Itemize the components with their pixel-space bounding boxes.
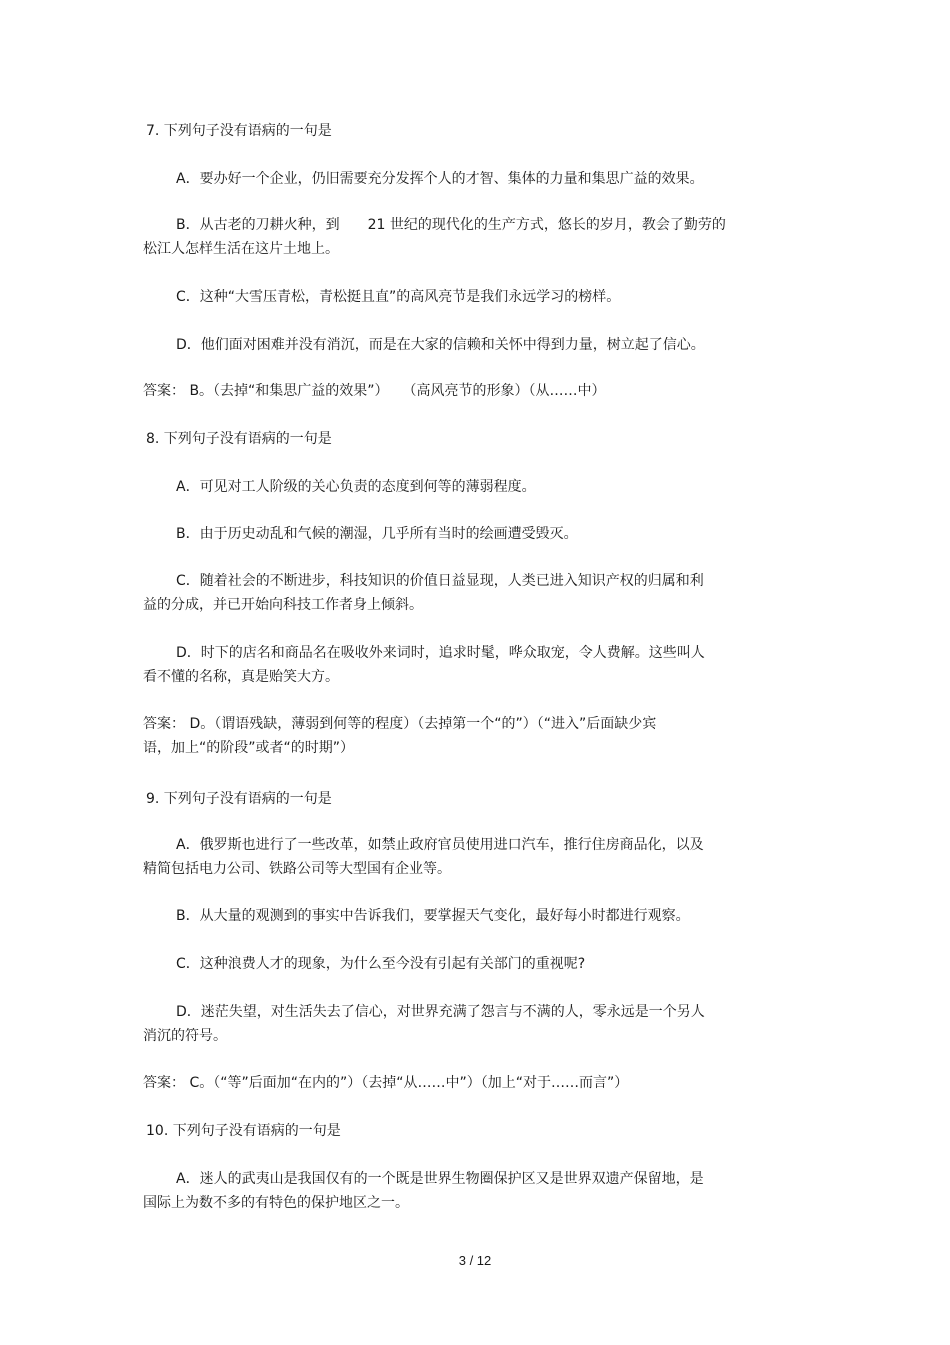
- question-9-option-a: A．俄罗斯也进行了一些改革，如禁止政府官员使用进口汽车，推行住房商品化，以及: [176, 837, 704, 853]
- page-number: 3 / 12: [458, 1253, 492, 1268]
- question-9-answer: 答案： C。（“等”后面加“在内的”）（去掉“从……中”）（加上“对于……而言”）: [143, 1075, 629, 1091]
- question-8-option-c: C．随着社会的不断进步，科技知识的价值日益显现，人类已进入知识产权的归属和利: [176, 573, 704, 589]
- question-7-option-a: A．要办好一个企业，仍旧需要充分发挥个人的才智、集体的力量和集思广益的效果。: [176, 171, 704, 187]
- question-8-option-c-continued: 益的分成，并已开始向科技工作者身上倾斜。: [143, 597, 423, 613]
- question-8-answer-continued: 语，加上“的阶段”或者“的时期”）: [143, 740, 355, 756]
- question-10-option-a-continued: 国际上为数不多的有特色的保护地区之一。: [143, 1195, 409, 1211]
- question-9-option-c: C．这种浪费人才的现象，为什么至今没有引起有关部门的重视呢?: [176, 956, 586, 972]
- question-10-option-a: A．迷人的武夷山是我国仅有的一个既是世界生物圈保护区又是世界双遗产保留地，是: [176, 1171, 704, 1187]
- question-8-option-d-continued: 看不懂的名称，真是贻笑大方。: [143, 669, 339, 685]
- question-7-option-b-continued: 松江人怎样生活在这片土地上。: [143, 241, 339, 257]
- question-7-stem: 7. 下列句子没有语病的一句是: [146, 123, 332, 139]
- question-9-stem: 9. 下列句子没有语病的一句是: [146, 791, 332, 807]
- question-8-answer: 答案： D。（谓语残缺，薄弱到何等的程度）（去掉第一个“的”）（“进入”后面缺少宾: [143, 716, 657, 732]
- question-8-stem: 8. 下列句子没有语病的一句是: [146, 431, 332, 447]
- question-7-option-b: B．从古老的刀耕火种，到 21 世纪的现代化的生产方式，悠长的岁月，教会了勤劳的: [176, 217, 726, 233]
- question-7-option-d: D．他们面对困难并没有消沉，而是在大家的信赖和关怀中得到力量，树立起了信心。: [176, 337, 705, 353]
- question-9-option-d: D．迷茫失望，对生活失去了信心，对世界充满了怨言与不满的人，零永远是一个另人: [176, 1004, 705, 1020]
- question-7-option-c: C．这种“大雪压青松，青松挺且直”的高风亮节是我们永远学习的榜样。: [176, 289, 621, 305]
- question-8-option-a: A．可见对工人阶级的关心负责的态度到何等的薄弱程度。: [176, 479, 536, 495]
- question-7-answer: 答案： B。（去掉“和集思广益的效果”） （高风亮节的形象）（从……中）: [143, 383, 606, 399]
- question-8-option-d: D．时下的店名和商品名在吸收外来词时，追求时髦，哗众取宠，令人费解。这些叫人: [176, 645, 705, 661]
- question-9-option-b: B．从大量的观测到的事实中告诉我们，要掌握天气变化，最好每小时都进行观察。: [176, 908, 690, 924]
- question-8-option-b: B．由于历史动乱和气候的潮湿，几乎所有当时的绘画遭受毁灭。: [176, 526, 578, 542]
- question-9-option-a-continued: 精简包括电力公司、铁路公司等大型国有企业等。: [143, 861, 451, 877]
- question-9-option-d-continued: 消沉的符号。: [143, 1028, 227, 1044]
- question-10-stem: 10. 下列句子没有语病的一句是: [146, 1123, 341, 1139]
